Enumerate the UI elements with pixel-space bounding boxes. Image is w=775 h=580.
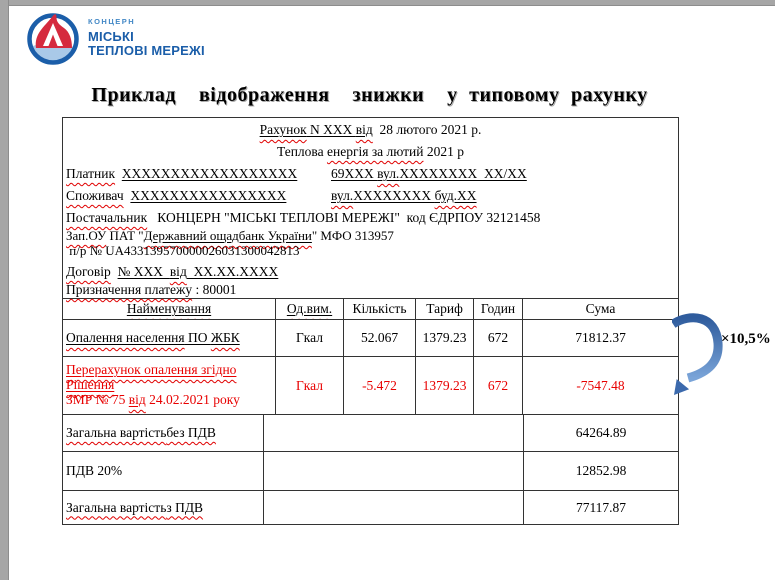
column-header-sum: Сума [523,299,678,320]
page-title: Приклад відображення знижки у типовому рахунку [91,84,648,106]
discount-factor-label: ×10,5% [721,331,771,347]
bank-line: Зап.ОУ ПАТ "Державний ощадбанк України" МФО 313957 [66,228,394,243]
heating-row-tariff: 1379.23 [416,320,474,357]
heating-row-name: Опалення населення ПО ЖБК [63,320,276,357]
invoice-box [62,117,679,525]
invoice-header-section [63,118,678,299]
logo-word-heating-networks: ТЕПЛОВІ МЕРЕЖІ [88,42,205,58]
total-gross-row [63,491,678,524]
table-header-row [63,299,678,320]
column-header-unit: Од.вим. [276,299,344,320]
vat-row [63,452,678,491]
account-line: п/р № UA433139570000026031300042813 [66,243,300,258]
column-header-quantity: Кількість [344,299,416,320]
contract-line: Договір № XXX від XX.XX.XXXX [66,264,279,279]
heating-row [63,320,678,357]
discount-row-tariff: 1379.23 [416,357,474,415]
invoice-number-line: Рахунок N XXX від 28 лютого 2021 р. [259,122,482,137]
discount-row-name: Перерахунок опалення згідно Рішення ЗМР № 75 від 24.02.2021 року [63,357,276,415]
vat-label: ПДВ 20% [63,452,264,491]
supplier-line: Постачальник КОНЦЕРН "МІСЬКІ ТЕПЛОВІ МЕРЕЖІ" код ЄДРПОУ 32121458 [66,210,541,225]
payer-address: 69XXX вул.XXXXXXXX XX/XX [331,166,527,181]
total-net-empty-cell [264,415,524,452]
vat-value: 12852.98 [524,452,678,491]
total-net-value: 64264.89 [524,415,678,452]
discount-row-unit: Гкал [276,357,344,415]
consumer-line: Споживач XXXXXXXXXXXXXXXX вул.XXXXXXXX буд.XX [66,188,477,203]
total-net-row [63,415,678,452]
heating-row-hours: 672 [474,320,523,357]
logo-word-city: МІСЬКІ [88,28,134,44]
discount-row-hours: 672 [474,357,523,415]
discount-row-quantity: -5.472 [344,357,416,415]
heating-row-sum: 71812.37 [523,320,678,357]
heat-drop-icon [26,10,82,66]
consumer-address: вул.XXXXXXXX буд.XX [331,188,477,203]
column-header-tariff: Тариф [416,299,474,320]
discount-loop-arrow-icon [672,311,726,411]
total-gross-empty-cell [264,491,524,524]
service-period-line: Теплова енергія за лютий 2021 р [276,144,465,159]
logo-text [88,18,205,58]
logo-word-concern: КОНЦЕРН [88,17,136,26]
discount-recalc-row [63,357,678,415]
total-gross-value: 77117.87 [575,499,627,515]
purpose-line: Призначення платежу : 80001 [66,282,237,297]
vat-empty-cell [264,452,524,491]
column-header-hours: Годин [474,299,523,320]
heating-row-unit: Гкал [276,320,344,357]
heating-row-quantity: 52.067 [344,320,416,357]
window-frame-left [0,0,9,580]
total-gross-label: Загальна вартість з ПДВ [63,491,264,524]
discount-row-sum: -7547.48 [523,357,678,415]
column-header-name: Найменування [63,299,276,320]
payer-line: Платник XXXXXXXXXXXXXXXXXX 69XXX вул.XXXXXXXX XX/XX [66,166,527,181]
company-logo [24,8,254,70]
window-frame-top [0,0,775,6]
total-net-label: Загальна вартість без ПДВ [63,415,264,452]
